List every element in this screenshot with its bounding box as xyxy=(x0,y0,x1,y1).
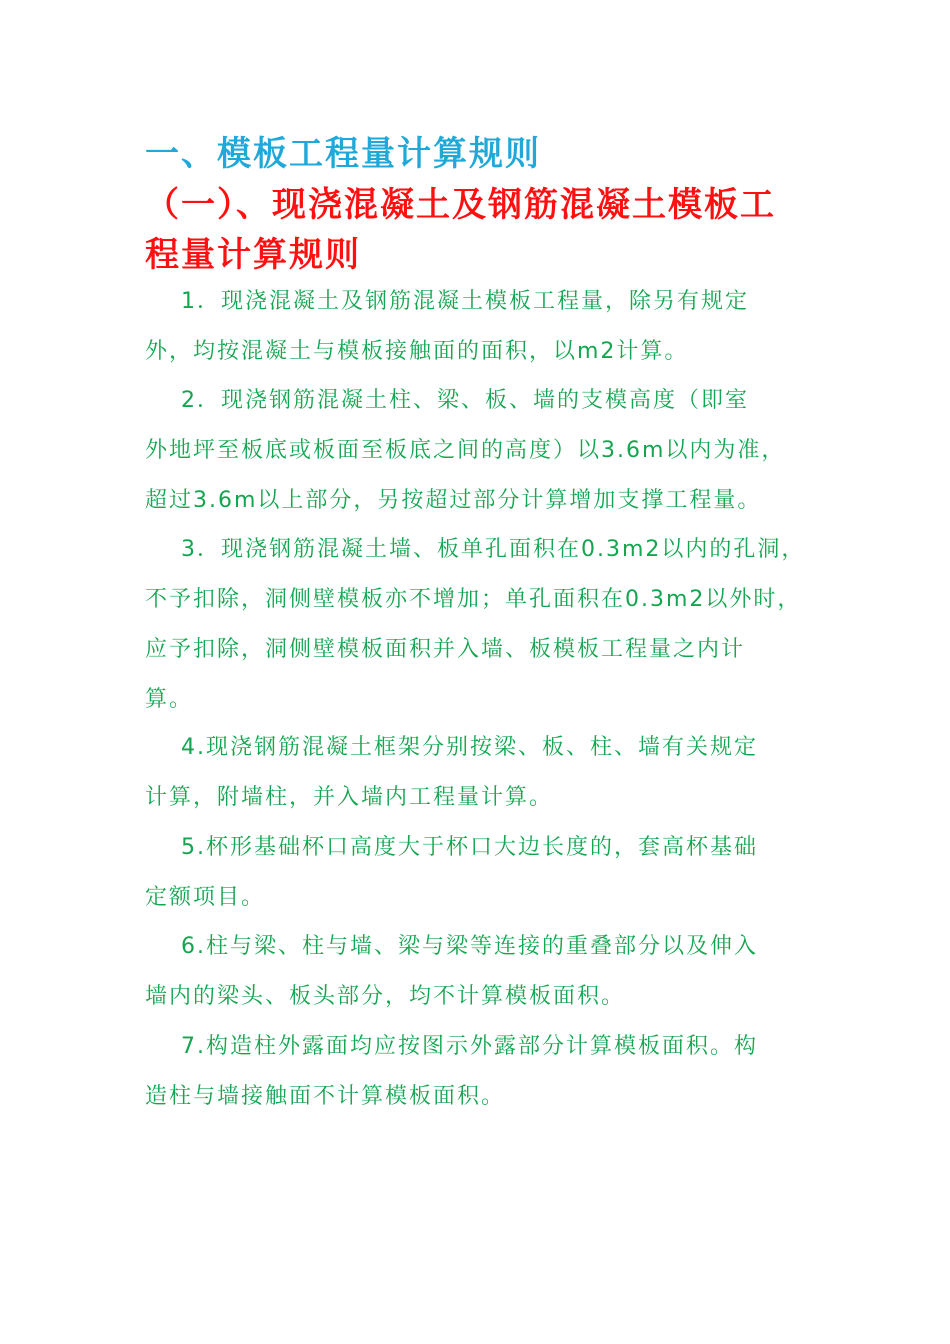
paragraph-line: 超过3.6m以上部分，另按超过部分计算增加支撑工程量。 xyxy=(145,488,762,513)
paragraph-line: 6.柱与梁、柱与墙、梁与梁等连接的重叠部分以及伸入 xyxy=(181,934,758,959)
paragraph-line: 2．现浇钢筋混凝土柱、梁、板、墙的支模高度（即室 xyxy=(181,388,749,413)
rule-paragraph-1 xyxy=(145,277,835,377)
paragraph-line: 造柱与墙接触面不计算模板面积。 xyxy=(145,1084,506,1109)
paragraph-line: 计算，附墙柱，并入墙内工程量计算。 xyxy=(145,785,554,810)
rule-paragraph-6 xyxy=(145,922,835,1022)
subsection-heading-line: 程量计算规则 xyxy=(145,235,361,275)
rule-paragraph-7 xyxy=(145,1022,835,1122)
subsection-heading xyxy=(145,180,805,280)
rule-paragraph-3 xyxy=(145,525,835,725)
paragraph-line: 5.杯形基础杯口高度大于杯口大边长度的，套高杯基础 xyxy=(181,835,758,860)
rule-paragraph-5 xyxy=(145,823,835,923)
paragraph-line: 1．现浇混凝土及钢筋混凝土模板工程量，除另有规定 xyxy=(181,289,749,314)
paragraph-line: 4.现浇钢筋混凝土框架分别按梁、板、柱、墙有关规定 xyxy=(181,735,758,760)
paragraph-line: 算。 xyxy=(145,687,194,712)
paragraph-line: 应予扣除，洞侧壁模板面积并入墙、板模板工程量之内计 xyxy=(145,637,746,662)
paragraph-line: 墙内的梁头、板头部分，均不计算模板面积。 xyxy=(145,984,626,1009)
rule-paragraph-4 xyxy=(145,723,835,823)
rule-paragraph-2 xyxy=(145,376,835,526)
subsection-heading-line: （一）、现浇混凝土及钢筋混凝土模板工 xyxy=(145,185,776,225)
section-heading: 一、模板工程量计算规则 xyxy=(145,134,541,174)
paragraph-line: 定额项目。 xyxy=(145,885,266,910)
paragraph-line: 外地坪至板底或板面至板底之间的高度）以3.6m以内为准， xyxy=(145,438,786,463)
paragraph-line: 3．现浇钢筋混凝土墙、板单孔面积在0.3m2以内的孔洞， xyxy=(181,537,806,562)
paragraph-line: 不予扣除，洞侧壁模板亦不增加；单孔面积在0.3m2以外时， xyxy=(145,587,802,612)
paragraph-line: 7.构造柱外露面均应按图示外露部分计算模板面积。构 xyxy=(181,1034,758,1059)
paragraph-line: 外，均按混凝土与模板接触面的面积，以m2计算。 xyxy=(145,339,689,364)
